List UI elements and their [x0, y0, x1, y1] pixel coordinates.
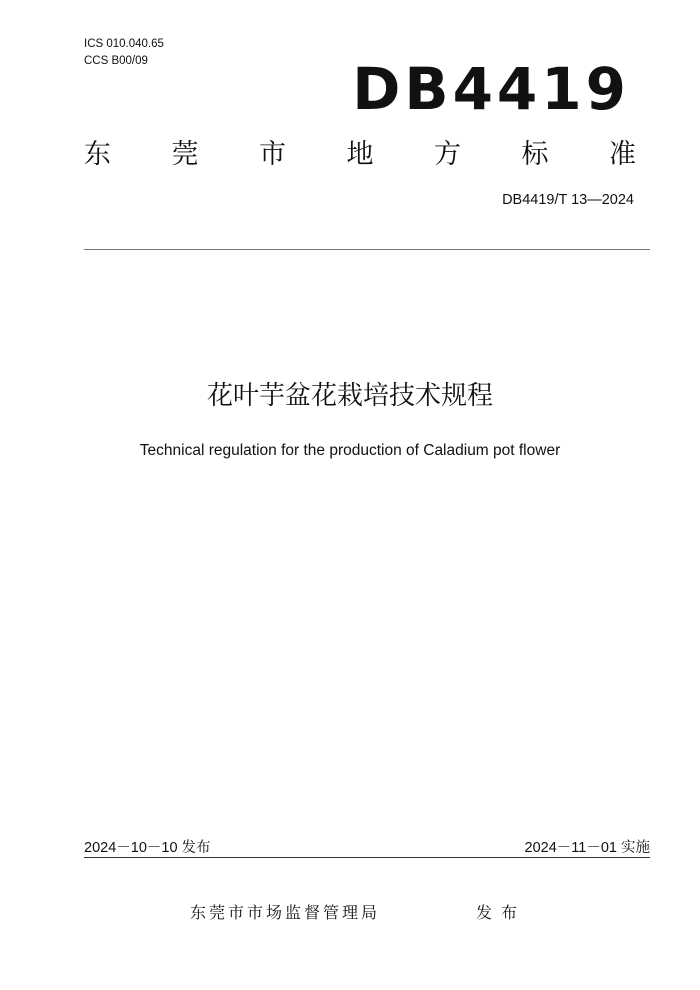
- issue-date: 2024－10－10 发布: [84, 840, 211, 856]
- local-standard-char: 方: [434, 139, 461, 170]
- local-standard-char: 准: [609, 139, 636, 170]
- footer-divider: [84, 857, 650, 858]
- standard-number: DB4419/T 13—2024: [502, 192, 634, 208]
- chinese-title: 花叶芋盆花栽培技术规程: [206, 381, 493, 411]
- header-divider: [84, 249, 650, 250]
- publisher: 东莞市市场监督管理局: [190, 903, 381, 922]
- classification-codes: [84, 36, 164, 70]
- local-standard-char: 市: [259, 139, 286, 170]
- ics-code: ICS 010.040.65: [84, 38, 164, 50]
- local-standard-title: [84, 138, 636, 172]
- ccs-code: CCS B00/09: [84, 55, 148, 67]
- english-title: Technical regulation for the production of Caladium pot flower: [139, 442, 561, 459]
- publish-label: 发布: [476, 903, 527, 922]
- local-standard-char: 莞: [171, 139, 199, 170]
- db-code: DB4419: [352, 55, 630, 123]
- local-standard-char: 地: [346, 139, 374, 170]
- date-row: [84, 838, 650, 858]
- local-standard-char: 标: [521, 139, 549, 170]
- implement-date: 2024－11－01 实施: [524, 840, 650, 856]
- local-standard-char: 东: [84, 139, 111, 170]
